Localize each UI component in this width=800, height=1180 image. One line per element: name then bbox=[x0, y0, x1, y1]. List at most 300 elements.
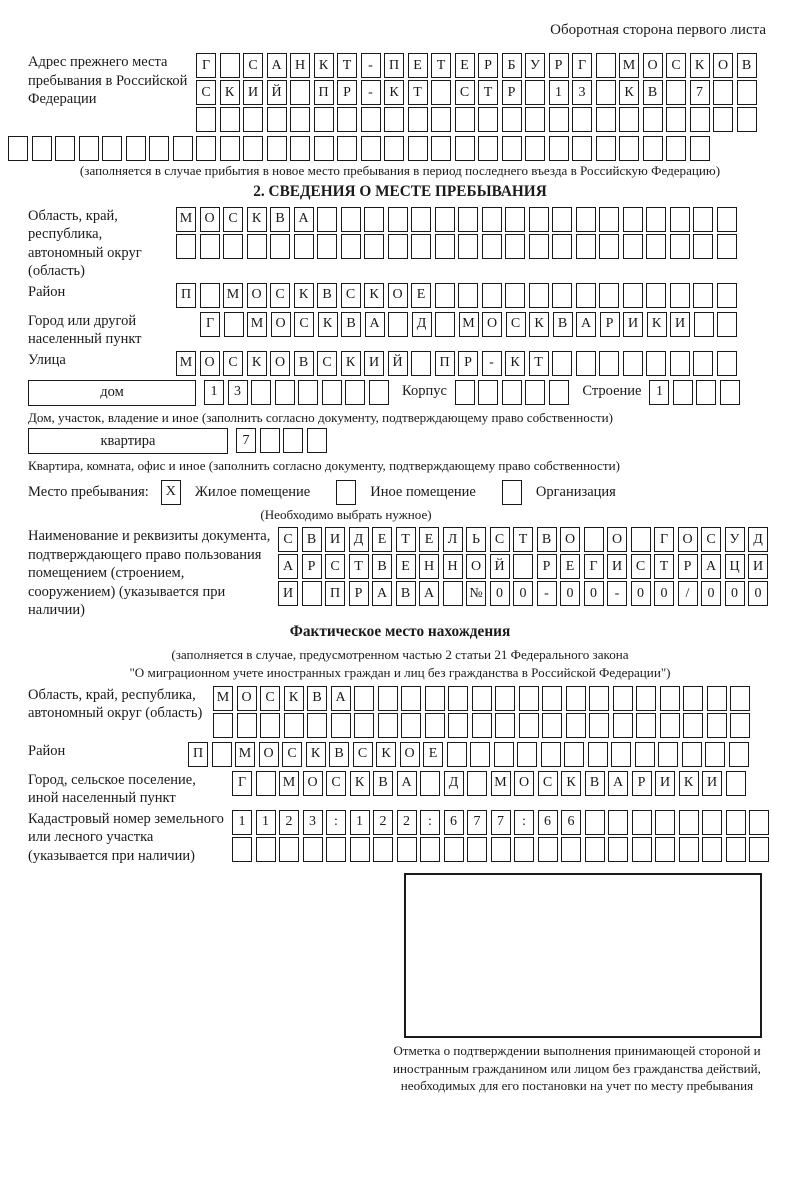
char-box bbox=[525, 80, 545, 105]
char-box: И bbox=[607, 554, 627, 579]
char-box bbox=[702, 837, 722, 862]
char-box bbox=[513, 554, 533, 579]
char-row bbox=[176, 207, 740, 232]
char-box bbox=[302, 581, 322, 606]
char-box: 0 bbox=[513, 581, 533, 606]
char-box: С bbox=[278, 527, 298, 552]
char-box: В bbox=[643, 80, 663, 105]
char-box bbox=[502, 380, 522, 405]
char-box: В bbox=[585, 771, 605, 796]
char-box: К bbox=[294, 283, 314, 308]
char-row bbox=[232, 771, 749, 796]
char-box bbox=[517, 742, 537, 767]
char-box bbox=[303, 837, 323, 862]
option-label-organization: Организация bbox=[535, 483, 616, 500]
char-box bbox=[247, 234, 267, 259]
char-box: 7 bbox=[690, 80, 710, 105]
district-label: Район bbox=[28, 283, 66, 300]
char-box bbox=[431, 107, 451, 132]
char-box bbox=[679, 810, 699, 835]
char-box: Р bbox=[600, 312, 620, 337]
char-box bbox=[549, 136, 569, 161]
char-box bbox=[690, 107, 710, 132]
char-box bbox=[220, 136, 240, 161]
char-box bbox=[378, 686, 398, 711]
char-box bbox=[561, 837, 581, 862]
char-box: Р bbox=[458, 351, 478, 376]
char-box bbox=[284, 713, 304, 738]
char-box: 2 bbox=[397, 810, 417, 835]
char-box: И bbox=[655, 771, 675, 796]
char-box bbox=[243, 107, 263, 132]
char-row bbox=[176, 234, 740, 259]
char-box bbox=[478, 136, 498, 161]
char-box: В bbox=[329, 742, 349, 767]
char-box: М bbox=[223, 283, 243, 308]
checkbox-other-premises bbox=[336, 480, 356, 505]
char-box bbox=[525, 107, 545, 132]
char-box: К bbox=[364, 283, 384, 308]
char-box bbox=[552, 234, 572, 259]
char-box bbox=[538, 837, 558, 862]
char-box: О bbox=[678, 527, 698, 552]
char-box: - bbox=[537, 581, 557, 606]
char-box bbox=[494, 742, 514, 767]
char-box: В bbox=[307, 686, 327, 711]
confirmation-stamp-area bbox=[404, 873, 762, 1038]
char-box: Т bbox=[513, 527, 533, 552]
char-box bbox=[458, 234, 478, 259]
char-box: Т bbox=[478, 80, 498, 105]
char-row bbox=[176, 283, 740, 308]
char-box bbox=[542, 713, 562, 738]
char-box bbox=[525, 136, 545, 161]
char-box bbox=[279, 837, 299, 862]
char-box bbox=[730, 686, 750, 711]
apartment-caption: Квартира, комната, офис и иное (заполнить согласно документу, подтверждающему право собственности) bbox=[28, 458, 620, 473]
char-box bbox=[576, 351, 596, 376]
char-box: О bbox=[200, 351, 220, 376]
char-box: С bbox=[196, 80, 216, 105]
char-box: 1 bbox=[256, 810, 276, 835]
char-box bbox=[232, 837, 252, 862]
char-box: Е bbox=[419, 527, 439, 552]
char-box: 2 bbox=[373, 810, 393, 835]
char-box: К bbox=[561, 771, 581, 796]
char-box: П bbox=[435, 351, 455, 376]
char-box bbox=[314, 107, 334, 132]
char-box bbox=[635, 742, 655, 767]
char-box bbox=[260, 713, 280, 738]
char-box bbox=[505, 207, 525, 232]
char-box bbox=[482, 234, 502, 259]
char-box: 3 bbox=[572, 80, 592, 105]
char-box bbox=[682, 742, 702, 767]
char-box bbox=[472, 713, 492, 738]
char-box bbox=[619, 136, 639, 161]
char-box bbox=[79, 136, 99, 161]
char-box: Р bbox=[537, 554, 557, 579]
char-box: Р bbox=[502, 80, 522, 105]
char-box bbox=[200, 234, 220, 259]
char-box: О bbox=[388, 283, 408, 308]
char-box bbox=[643, 107, 663, 132]
char-box: Е bbox=[411, 283, 431, 308]
char-box bbox=[505, 234, 525, 259]
char-box: О bbox=[514, 771, 534, 796]
char-box bbox=[717, 234, 737, 259]
char-box: Ь bbox=[466, 527, 486, 552]
checkbox-residential: X bbox=[161, 480, 181, 505]
char-box bbox=[290, 107, 310, 132]
char-box: Н bbox=[290, 53, 310, 78]
char-box bbox=[448, 713, 468, 738]
char-box bbox=[632, 837, 652, 862]
char-box: А bbox=[372, 581, 392, 606]
char-row bbox=[278, 554, 772, 579]
char-box: 3 bbox=[303, 810, 323, 835]
char-box: - bbox=[607, 581, 627, 606]
char-box bbox=[720, 380, 740, 405]
char-box: Д bbox=[412, 312, 432, 337]
char-box: С bbox=[666, 53, 686, 78]
char-box bbox=[213, 713, 233, 738]
char-box: Р bbox=[678, 554, 698, 579]
char-box bbox=[307, 428, 327, 453]
char-box bbox=[632, 810, 652, 835]
char-box: 1 bbox=[204, 380, 224, 405]
char-box: Л bbox=[443, 527, 463, 552]
section2-title: 2. СВЕДЕНИЯ О МЕСТЕ ПРЕБЫВАНИЯ bbox=[253, 182, 547, 200]
char-box bbox=[283, 428, 303, 453]
char-box bbox=[275, 380, 295, 405]
char-box bbox=[646, 234, 666, 259]
char-box bbox=[542, 686, 562, 711]
char-box bbox=[717, 312, 737, 337]
char-box: Р bbox=[549, 53, 569, 78]
house-row bbox=[28, 380, 772, 407]
char-box bbox=[572, 136, 592, 161]
char-box bbox=[694, 312, 714, 337]
char-box bbox=[294, 234, 314, 259]
char-box: О bbox=[200, 207, 220, 232]
char-box: М bbox=[213, 686, 233, 711]
house-field-box: дом bbox=[28, 380, 196, 406]
char-box: Г bbox=[584, 554, 604, 579]
street-row bbox=[28, 351, 772, 378]
char-box: - bbox=[361, 53, 381, 78]
char-box bbox=[552, 207, 572, 232]
char-box bbox=[749, 837, 769, 862]
document-label: Наименование и реквизиты документа, подтверждающего право пользования помещением (строением, сооружением) (указывается при наличии) bbox=[28, 528, 271, 618]
char-row bbox=[196, 53, 760, 78]
char-box bbox=[290, 80, 310, 105]
char-box: 0 bbox=[490, 581, 510, 606]
char-box: Р bbox=[337, 80, 357, 105]
char-box bbox=[584, 527, 604, 552]
char-box: Т bbox=[431, 53, 451, 78]
page-side-note: Оборотная сторона первого листа bbox=[550, 22, 766, 38]
char-box: В bbox=[302, 527, 322, 552]
char-box: И bbox=[325, 527, 345, 552]
char-box bbox=[361, 107, 381, 132]
char-box: Е bbox=[560, 554, 580, 579]
char-box: А bbox=[576, 312, 596, 337]
char-box: : bbox=[420, 810, 440, 835]
city-row bbox=[28, 312, 772, 349]
char-box bbox=[702, 810, 722, 835]
street-label: Улица bbox=[28, 351, 66, 368]
char-box: Д bbox=[748, 527, 768, 552]
char-box bbox=[713, 80, 733, 105]
char-box: М bbox=[459, 312, 479, 337]
char-box bbox=[519, 686, 539, 711]
char-box bbox=[361, 136, 381, 161]
house-caption: Дом, участок, владение и иное (заполнить согласно документу, подтверждающему право собственности) bbox=[28, 409, 614, 425]
char-row bbox=[200, 312, 741, 337]
actual-region-grid bbox=[213, 686, 754, 740]
char-box bbox=[307, 713, 327, 738]
char-box: П bbox=[384, 53, 404, 78]
apartment-row bbox=[28, 428, 772, 455]
char-box: 2 bbox=[279, 810, 299, 835]
char-box bbox=[411, 351, 431, 376]
char-box bbox=[200, 283, 220, 308]
char-box bbox=[670, 283, 690, 308]
char-box bbox=[251, 380, 271, 405]
char-box: Ц bbox=[725, 554, 745, 579]
actual-location-captions bbox=[28, 647, 772, 682]
prev-address-caption: (заполняется в случае прибытия в новое место пребывания в период последнего въезда в Российскую Федерацию) bbox=[79, 163, 721, 178]
char-box bbox=[378, 713, 398, 738]
char-box: П bbox=[188, 742, 208, 767]
char-box bbox=[588, 742, 608, 767]
char-box bbox=[196, 136, 216, 161]
char-row bbox=[232, 810, 773, 835]
char-box bbox=[467, 771, 487, 796]
char-box: К bbox=[679, 771, 699, 796]
char-box: С bbox=[701, 527, 721, 552]
prev-address-label: Адрес прежнего места пребывания в Российской Федерации bbox=[28, 54, 188, 107]
char-box: П bbox=[176, 283, 196, 308]
char-box bbox=[549, 107, 569, 132]
char-box: : bbox=[326, 810, 346, 835]
char-box bbox=[435, 207, 455, 232]
char-box: : bbox=[514, 810, 534, 835]
char-box bbox=[696, 380, 716, 405]
char-box bbox=[149, 136, 169, 161]
char-box: А bbox=[331, 686, 351, 711]
char-box bbox=[599, 351, 619, 376]
char-box bbox=[673, 380, 693, 405]
char-box bbox=[679, 837, 699, 862]
char-box: - bbox=[361, 80, 381, 105]
char-box: С bbox=[490, 527, 510, 552]
char-box bbox=[472, 686, 492, 711]
char-box: И bbox=[702, 771, 722, 796]
char-box: С bbox=[223, 207, 243, 232]
char-box: В bbox=[372, 554, 392, 579]
char-box bbox=[364, 234, 384, 259]
char-box: К bbox=[284, 686, 304, 711]
char-box bbox=[596, 136, 616, 161]
char-box bbox=[608, 837, 628, 862]
char-box bbox=[541, 742, 561, 767]
char-box bbox=[596, 53, 616, 78]
char-box bbox=[683, 686, 703, 711]
char-box: М bbox=[176, 351, 196, 376]
actual-city-row bbox=[28, 771, 772, 808]
char-box bbox=[341, 207, 361, 232]
char-row bbox=[196, 80, 760, 105]
char-box: Е bbox=[372, 527, 392, 552]
char-box: Г bbox=[232, 771, 252, 796]
char-box bbox=[599, 234, 619, 259]
char-box: К bbox=[376, 742, 396, 767]
char-box bbox=[354, 686, 374, 711]
char-box bbox=[491, 837, 511, 862]
char-box bbox=[337, 107, 357, 132]
char-box bbox=[690, 136, 710, 161]
char-box bbox=[435, 234, 455, 259]
char-box: Р bbox=[632, 771, 652, 796]
char-box bbox=[631, 527, 651, 552]
char-box bbox=[384, 136, 404, 161]
char-box: О bbox=[607, 527, 627, 552]
char-box bbox=[401, 713, 421, 738]
char-box: О bbox=[643, 53, 663, 78]
char-box bbox=[467, 837, 487, 862]
char-box bbox=[220, 53, 240, 78]
char-box: С bbox=[631, 554, 651, 579]
char-box bbox=[220, 107, 240, 132]
char-box: С bbox=[270, 283, 290, 308]
char-box: В bbox=[317, 283, 337, 308]
char-box bbox=[482, 283, 502, 308]
char-box: В bbox=[341, 312, 361, 337]
char-box bbox=[448, 686, 468, 711]
char-box: В bbox=[396, 581, 416, 606]
char-box bbox=[726, 837, 746, 862]
char-box: Й bbox=[490, 554, 510, 579]
char-box: Т bbox=[349, 554, 369, 579]
char-box bbox=[237, 713, 257, 738]
char-box: О bbox=[482, 312, 502, 337]
option-label-residential: Жилое помещение bbox=[194, 483, 311, 500]
char-box bbox=[737, 80, 757, 105]
char-box: Н bbox=[419, 554, 439, 579]
char-box: А bbox=[278, 554, 298, 579]
option-label-other-premises: Иное помещение bbox=[370, 483, 476, 500]
char-box: С bbox=[223, 351, 243, 376]
char-box bbox=[693, 234, 713, 259]
char-box bbox=[444, 837, 464, 862]
char-box: И bbox=[243, 80, 263, 105]
char-box bbox=[455, 136, 475, 161]
char-box: К bbox=[505, 351, 525, 376]
char-box: Г bbox=[572, 53, 592, 78]
char-box bbox=[447, 742, 467, 767]
char-box: К bbox=[690, 53, 710, 78]
apartment-number-cells bbox=[236, 428, 330, 453]
char-box: А bbox=[365, 312, 385, 337]
district-row bbox=[28, 283, 772, 310]
char-box bbox=[337, 136, 357, 161]
char-box bbox=[514, 837, 534, 862]
char-box: С bbox=[325, 554, 345, 579]
actual-district-row bbox=[28, 742, 772, 769]
char-box bbox=[683, 713, 703, 738]
char-box: К bbox=[220, 80, 240, 105]
char-box bbox=[623, 234, 643, 259]
char-box bbox=[55, 136, 75, 161]
char-box: А bbox=[608, 771, 628, 796]
char-box: Б bbox=[502, 53, 522, 78]
char-box: К bbox=[384, 80, 404, 105]
char-box: 0 bbox=[701, 581, 721, 606]
char-box bbox=[585, 837, 605, 862]
char-box: О bbox=[247, 283, 267, 308]
char-box: И bbox=[748, 554, 768, 579]
char-box bbox=[525, 380, 545, 405]
cadastral-grid bbox=[232, 810, 773, 864]
char-box bbox=[666, 136, 686, 161]
char-box bbox=[314, 136, 334, 161]
char-box: К bbox=[314, 53, 334, 78]
char-row bbox=[278, 581, 772, 606]
char-box bbox=[455, 380, 475, 405]
char-box: Р bbox=[478, 53, 498, 78]
char-box: 0 bbox=[631, 581, 651, 606]
char-box bbox=[345, 380, 365, 405]
char-box bbox=[717, 351, 737, 376]
char-box: А bbox=[397, 771, 417, 796]
char-box: 6 bbox=[444, 810, 464, 835]
char-box bbox=[749, 810, 769, 835]
char-box bbox=[552, 351, 572, 376]
char-box bbox=[388, 312, 408, 337]
char-box: В bbox=[737, 53, 757, 78]
char-box: 3 bbox=[228, 380, 248, 405]
char-box bbox=[458, 283, 478, 308]
char-box bbox=[505, 283, 525, 308]
korpus-cells bbox=[455, 380, 573, 405]
char-box bbox=[173, 136, 193, 161]
char-box: О bbox=[303, 771, 323, 796]
stroenie-cells bbox=[649, 380, 743, 405]
char-box: / bbox=[678, 581, 698, 606]
char-box: О bbox=[560, 527, 580, 552]
char-box bbox=[623, 351, 643, 376]
char-box: № bbox=[466, 581, 486, 606]
char-box bbox=[572, 107, 592, 132]
char-box bbox=[646, 207, 666, 232]
char-box: М bbox=[619, 53, 639, 78]
actual-region-row bbox=[28, 686, 772, 740]
char-box: Н bbox=[443, 554, 463, 579]
char-box bbox=[599, 207, 619, 232]
char-box bbox=[8, 136, 28, 161]
stay-type-label: Место пребывания: bbox=[28, 483, 149, 500]
char-box bbox=[585, 810, 605, 835]
char-box bbox=[270, 234, 290, 259]
region-label: Область, край, республика, автономный округ (область) bbox=[28, 207, 142, 279]
char-box: - bbox=[482, 351, 502, 376]
char-box: О bbox=[400, 742, 420, 767]
char-box bbox=[608, 810, 628, 835]
char-box: О bbox=[237, 686, 257, 711]
region-row bbox=[28, 207, 772, 281]
